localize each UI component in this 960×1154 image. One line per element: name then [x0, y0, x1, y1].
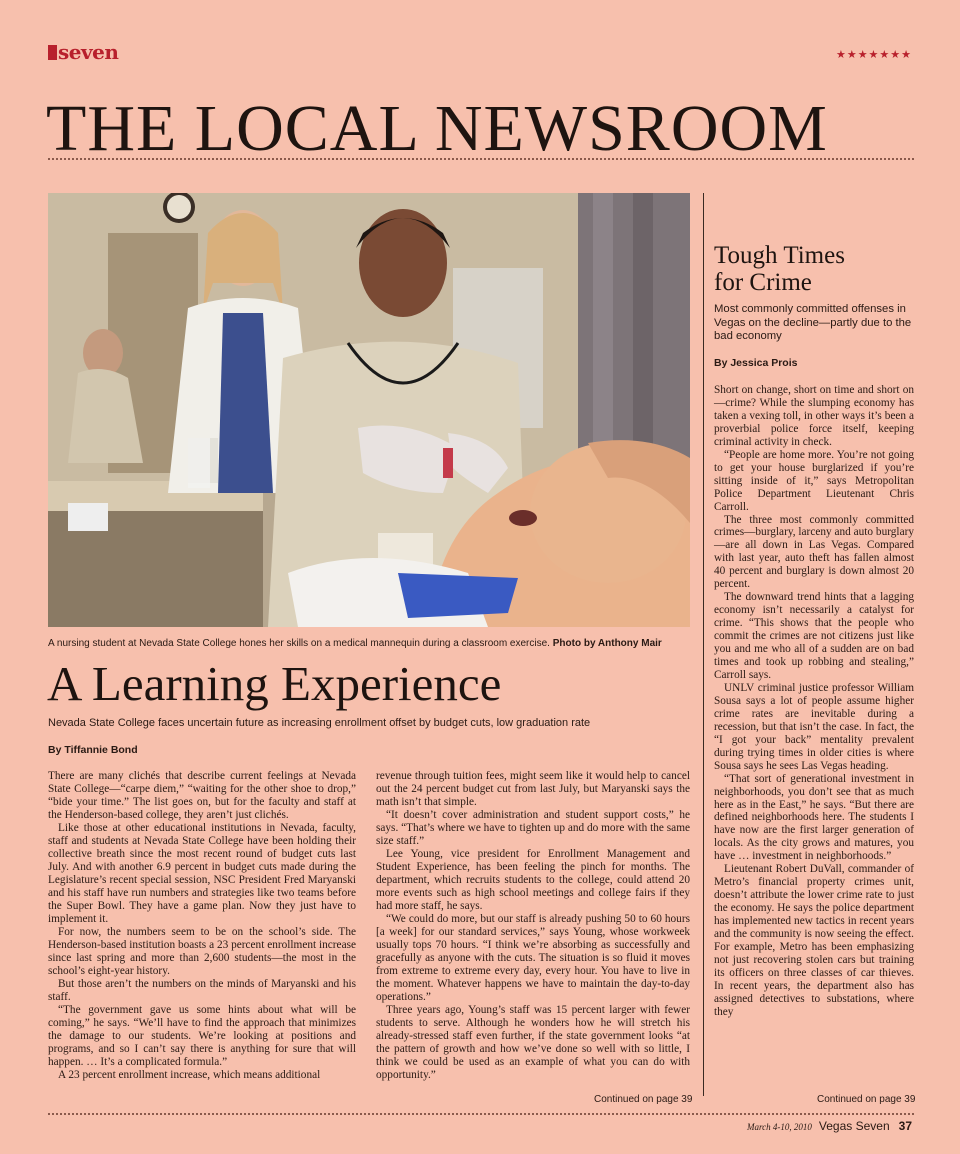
paragraph: There are many clichés that describe current feelings at Nevada State College—“carpe diem,” “waiting for the other shoe to drop,” “bide your time.” The list goes on, but for the faculty and staff at the Henderson-based college, they aren’t just clichés. [48, 770, 356, 821]
paragraph: The downward trend hints that a lagging economy isn’t necessarily a catalyst for crime. “This shows that the people who commit the crimes are not citizens just like you and me who all of a sudden are on bad times and took up robbing and stealing,” Carroll says. [714, 591, 914, 681]
article-photo [48, 193, 690, 627]
continued-link: Continued on page 39 [594, 1094, 693, 1105]
page-number: 37 [898, 1119, 912, 1133]
sidebar-deck: Most commonly committed offenses in Vegas on the decline—partly due to the bad economy [714, 303, 912, 342]
article-column-2 [376, 770, 690, 1082]
paragraph: The three most commonly committed crimes—burglary, larceny and auto burglary—are all down in Las Vegas. Compared with last year, auto theft has fallen almost 40 percent and burglary is down almost 20 percent. [714, 513, 914, 591]
logo-bar [48, 45, 57, 60]
article-column-1 [48, 770, 356, 1082]
paragraph: Short on change, short on time and short on—crime? While the slumping economy has taken a vexing toll, in other ways it’s been a proverbial police force itself, keeping criminal activity in check. [714, 384, 914, 448]
divider [48, 1113, 914, 1115]
sidebar-column [714, 384, 914, 1019]
sidebar-headline-line: Tough Times [714, 242, 845, 269]
paragraph: A 23 percent enrollment increase, which means additional [58, 1069, 321, 1081]
paragraph: UNLV criminal justice professor William Sousa says a lot of people assume higher crime rates are inevitable during a recession, but that isn’t the case. In fact, the “I got your back” mentality prevalent during trying times in older cities is where Sousa says he sees Las Vegas heading. [714, 681, 914, 772]
article-headline: A Learning Experience [47, 656, 502, 711]
logo-text: seven [58, 40, 119, 64]
caption-text: A nursing student at Nevada State College hones her skills on a medical mannequin during a classroom exercise. [48, 638, 553, 649]
paragraph: But those aren’t the numbers on the minds of Maryanski and his staff. [48, 978, 356, 1003]
continued-link: Continued on page 39 [817, 1094, 916, 1105]
sidebar-headline-line: for Crime [714, 269, 812, 296]
column-divider [703, 193, 704, 1096]
photo-credit: Photo by Anthony Mair [552, 638, 662, 649]
photo-caption [48, 638, 662, 649]
paragraph: For now, the numbers seem to be on the school’s side. The Henderson-based institution boasts a 23 percent enrollment increase since last spring and more than 2,600 students—the most in the school’s eight-year history. [48, 926, 356, 977]
paragraph: “It doesn’t cover administration and student support costs,” he says. “That’s where we have to tighten up and do more with the same size staff.” [376, 809, 690, 847]
paragraph: Lee Young, vice president for Enrollment Management and Student Experience, has been feeling the pinch for months. The department, which recruits students to the college, could attend 20 more events such as high school meetings and college fairs if they had more staff, he says. [376, 848, 690, 912]
article-byline: By Tiffannie Bond [48, 744, 138, 756]
photo-illustration [48, 193, 690, 627]
sidebar-headline [714, 242, 845, 296]
sidebar-byline: By Jessica Prois [714, 357, 798, 369]
page-footer [747, 1119, 912, 1134]
section-title: THE LOCAL NEWSROOM [46, 92, 828, 165]
star-rating-icon: ★★★★★★★ [835, 48, 912, 61]
divider [48, 158, 914, 160]
issue-date: March 4-10, 2010 [746, 1122, 812, 1132]
paragraph: “We could do more, but our staff is already pushing 50 to 60 hours [a week] for our standard services,” says Young, whose workweek usually tops 70 hours. “I think we’re absorbing as successfully and gracefully as anyone with the cuts. The situation is so fluid it moves from extreme to extreme every day, every hour. You have to live in the moment. Whatever happens we have to maintain the day-to-day operations.” [376, 913, 690, 1003]
paragraph: “People are home more. You’re not going to get your house burglarized if you’re sitting inside of it,” says Metropolitan Police Department Lieutenant Chris Carroll. [714, 448, 914, 513]
paragraph: “That sort of generational investment in neighborhoods, you don’t see that as much here as in the East,” he says. “But there are defined neighborhoods here. The students I have now are the first larger generation of locals. As the city grows and matures, you have … investment in neighborhoods.” [714, 772, 914, 863]
paragraph: Three years ago, Young’s staff was 15 percent larger with fewer students to serve. Although he wonders how he will stretch his already-stressed staff even further, if the state government looks “at the pattern of growth and how we’ve done so well with so little, I think we could be used as an example of what you can do with opportunity.” [376, 1004, 690, 1081]
publication-logo [48, 42, 118, 62]
article-deck: Nevada State College faces uncertain future as increasing enrollment offset by budget cuts, low graduation rate [48, 717, 591, 729]
paragraph: Lieutenant Robert DuVall, commander of Metro’s financial property crimes unit, doesn’t attribute the lower crime rate to just the economy. He says the police department has implemented new tactics in recent years and the community is now seeing the effect. For example, Metro has been emphasizing not just recovering stolen cars but training its officers on three classes of car thieves. In recent years, the department also has assigned detectives to substations, where they [714, 863, 914, 1018]
paragraph: “The government gave us some hints about what will be coming,” he says. “We’ll have to find the approach that minimizes the damage to our students. We’re looking at positions and programs, and so I can’t say there is anything for sure that will happen. … It’s a complicated formula.” [48, 1004, 356, 1068]
paragraph: revenue through tuition fees, might seem like it would help to cancel out the 24 percent budget cut from last July, but Maryanski says the math isn’t that simple. [376, 770, 690, 808]
paragraph: Like those at other educational institutions in Nevada, faculty, staff and students at Nevada State College have been holding their collective breath since the most recent round of budget cuts last July. And with another 6.9 percent in budget cuts made during the Legislature’s recent special session, NSC President Fred Maryanski and his staff have run numbers and strategies like two teams before the Super Bowl. They have a game plan. Now they just have to implement it. [48, 822, 356, 925]
publication-name: Vegas Seven [818, 1119, 890, 1133]
